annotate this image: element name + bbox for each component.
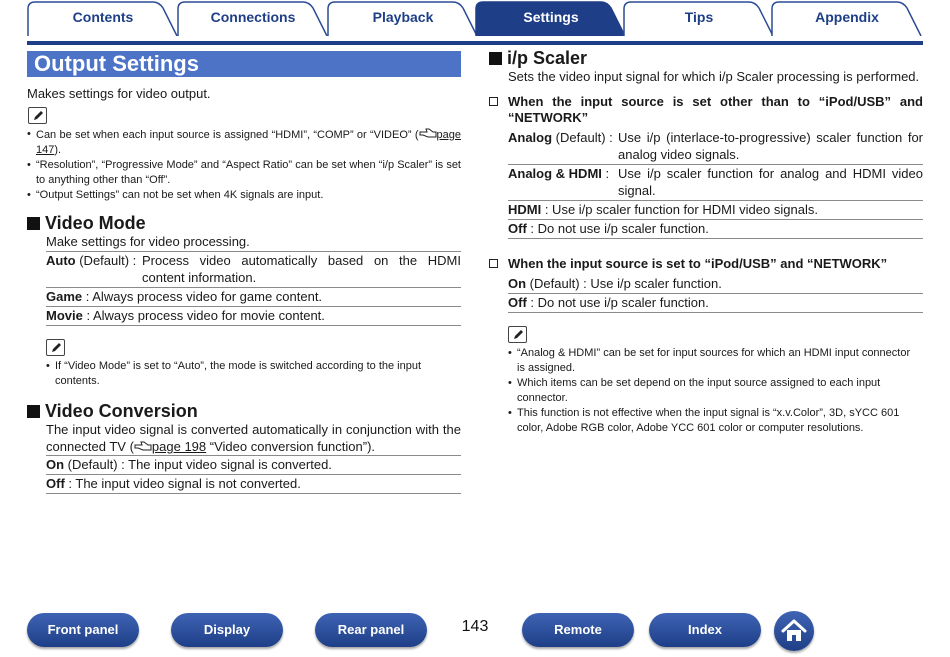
note-pencil-icon [508,326,527,343]
tab-label: Contents [72,9,134,25]
note-pencil-icon [28,107,47,124]
option-game: Game : Always process video for game content. [46,289,323,304]
ip-scaler-desc: Sets the video input signal for which i/p Scaler processing is performed. [508,69,920,84]
checkbox-square-icon [489,97,498,106]
note-item: • Which items can be set depend on the input source assigned to each input connector. [517,376,917,406]
option-hdmi: HDMI : Use i/p scaler function for HDMI video signals. [508,202,818,217]
ip-scaler-note-list [517,346,917,436]
divider [46,325,461,326]
pointing-hand-icon [419,127,437,139]
pointing-hand-icon [134,440,152,452]
square-bullet-icon [27,405,40,418]
section-heading-video-mode: Video Mode [27,212,146,234]
note-pencil-icon [46,339,65,356]
subheading-ipod-network: When the input source is set to “iPod/USB” and “NETWORK” [489,256,923,272]
option-auto: Auto (Default) : Process video automatically based on the HDMI content information. [46,253,461,285]
tab-appendix[interactable] [771,0,923,36]
section-heading-ip-scaler: i/p Scaler [489,47,587,69]
tab-settings[interactable] [475,0,627,36]
tab-connections[interactable] [177,0,329,36]
nav-front-panel-button[interactable]: Front panel [27,613,139,647]
square-bullet-icon [489,52,502,65]
note-list [36,127,461,203]
video-mode-desc: Make settings for video processing. [46,234,250,249]
option-movie: Movie : Always process video for movie content. [46,308,325,323]
tab-contents[interactable] [27,0,179,36]
nav-index-button[interactable]: Index [649,613,761,647]
tab-label: Tips [684,9,714,25]
note-item: • “Resolution”, “Progressive Mode” and “Aspect Ratio” can be set when “i/p Scaler” is set to anything other than “Off”. [36,158,461,188]
subheading-other-source: When the input source is set other than to “iPod/USB” and “NETWORK” [489,94,923,126]
option-off: Off : Do not use i/p scaler function. [508,295,709,310]
home-icon [781,618,807,644]
page-link[interactable]: page 198 [151,439,207,454]
divider [508,312,923,313]
divider [508,238,923,239]
page-title: Output Settings [34,51,199,76]
square-bullet-icon [27,217,40,230]
checkbox-square-icon [489,259,498,268]
option-off: Off : The input video signal is not converted. [46,476,301,491]
option-off: Off : Do not use i/p scaler function. [508,221,709,236]
option-on: On (Default) : The input video signal is converted. [46,457,332,472]
video-mode-note: • If “Video Mode” is set to “Auto”, the mode is switched according to the input contents. [55,359,445,389]
note-item: • Can be set when each input source is assigned “HDMI”, “COMP” or “VIDEO” ( page 147). [36,127,461,158]
tab-bar-underline [27,41,923,45]
option-analog-hdmi: Analog & HDMI : Use i/p scaler function for analog and HDMI video signal. [508,166,923,198]
tab-playback[interactable] [327,0,479,36]
note-item: • “Output Settings” can not be set when 4K signals are input. [36,188,461,203]
tab-tips[interactable] [623,0,775,36]
page-link[interactable]: page 147 [36,129,461,156]
nav-rear-panel-button[interactable]: Rear panel [315,613,427,647]
section-heading-video-conversion: Video Conversion [27,400,198,422]
nav-remote-button[interactable]: Remote [522,613,634,647]
tab-label: Appendix [815,9,879,25]
note-item: • “Analog & HDMI” can be set for input sources for which an HDMI input connector is assigned. [517,346,917,376]
tab-label: Playback [372,9,434,25]
intro-text: Makes settings for video output. [27,86,211,101]
note-item: • This function is not effective when the input signal is “x.v.Color”, 3D, sYCC 601 color, Adobe RGB color, Adobe YCC 601 color or computer resolutions. [517,406,917,436]
nav-display-button[interactable]: Display [171,613,283,647]
option-on: On (Default) : Use i/p scaler function. [508,276,722,291]
page-title-bar [27,51,461,77]
page-number: 143 [461,618,489,635]
home-button[interactable] [774,611,814,651]
tab-label: Settings [523,9,579,25]
option-analog: Analog (Default) : Use i/p (interlace-to-progressive) scaler function for analog video signals. [508,130,923,162]
tab-label: Connections [210,9,296,25]
video-conversion-desc: The input video signal is converted automatically in conjunction with the connected TV ( page 198 “Video conversion function”). [46,422,461,454]
divider [46,493,461,494]
